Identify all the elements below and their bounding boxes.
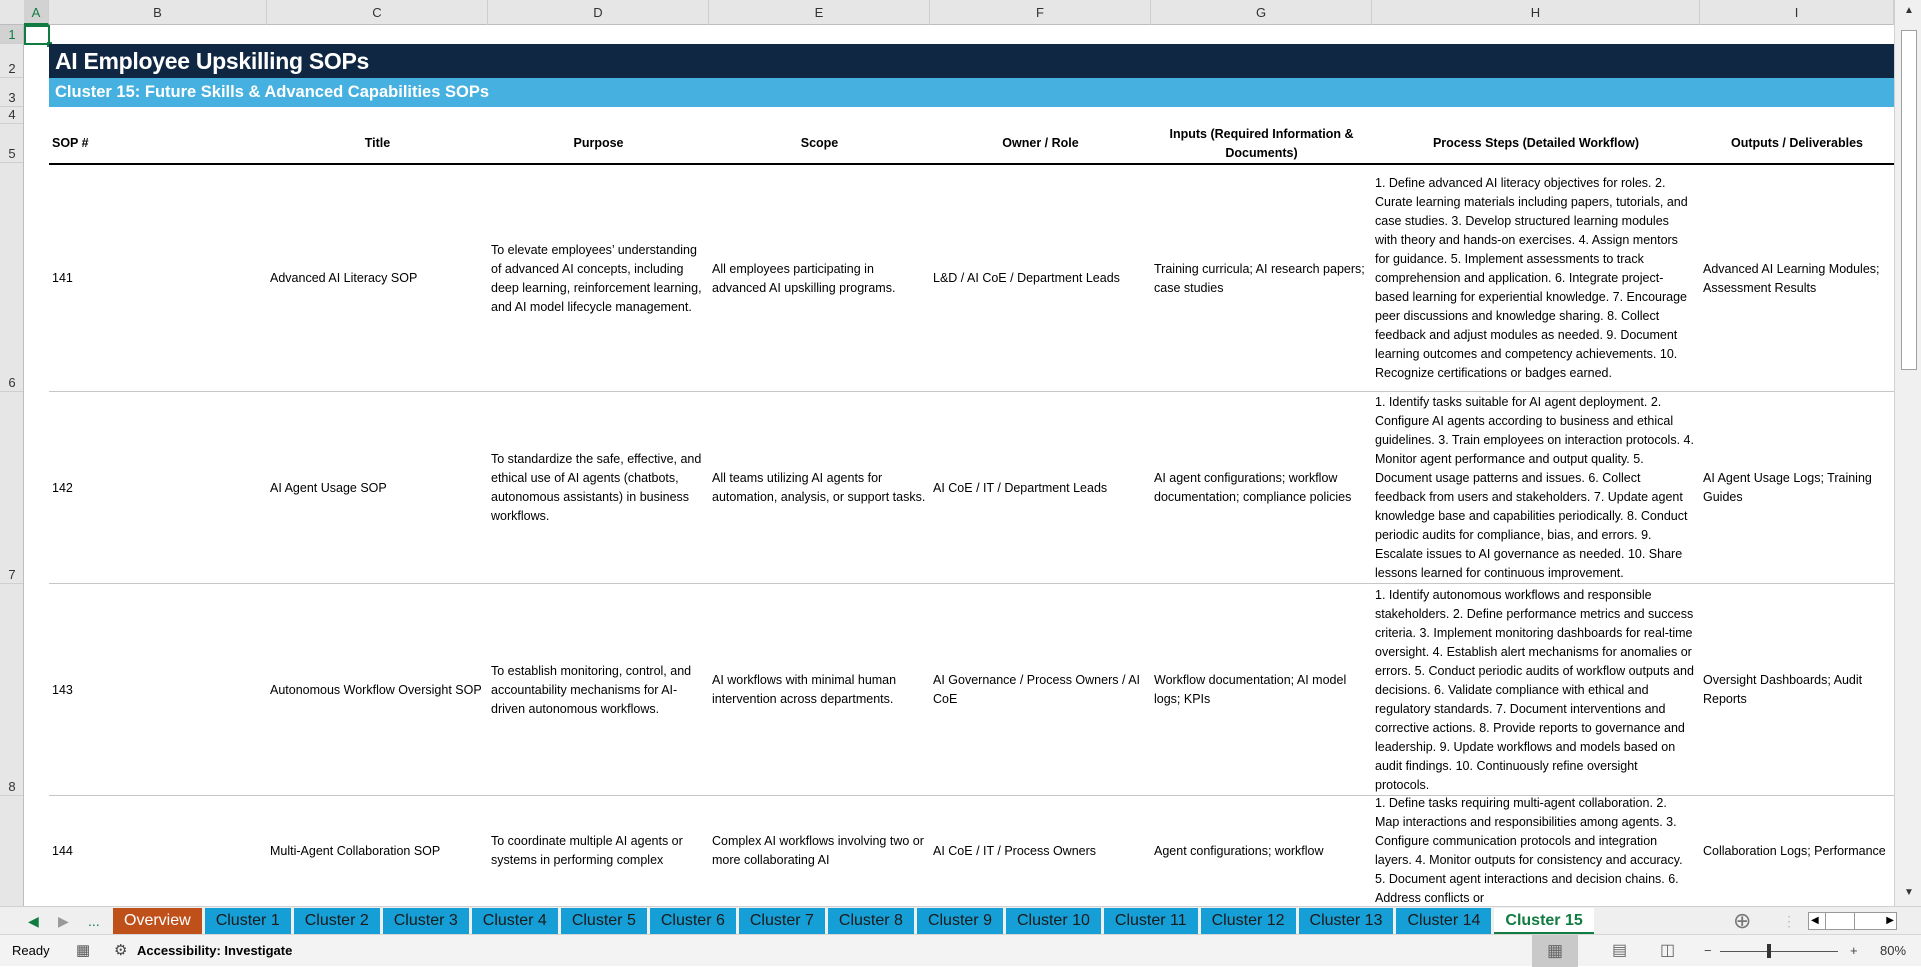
- header-outputs: Outputs / Deliverables: [1731, 136, 1863, 150]
- column-header-h[interactable]: H: [1372, 0, 1700, 25]
- cell-inputs[interactable]: Training curricula; AI research papers; case studies: [1154, 261, 1365, 295]
- sheet-tab-cluster-5[interactable]: Cluster 5: [561, 908, 647, 934]
- cell-inputs[interactable]: Agent configurations; workflow: [1154, 843, 1324, 858]
- add-sheet-icon[interactable]: ⊕: [1733, 908, 1752, 933]
- sheet-tab-bar: [0, 906, 1921, 934]
- cell-scope[interactable]: All teams utilizing AI agents for automation, analysis, or support tasks.: [712, 471, 926, 504]
- cell-inputs[interactable]: Workflow documentation; AI model logs; KPIs: [1154, 673, 1347, 706]
- sheet-tab-cluster-13[interactable]: Cluster 13: [1299, 908, 1394, 934]
- active-cell-a1[interactable]: [24, 25, 50, 45]
- column-header-f[interactable]: F: [930, 0, 1151, 25]
- page-layout-view-icon[interactable]: ▤: [1612, 942, 1628, 959]
- cell-purpose[interactable]: To elevate employees’ understanding of advanced AI concepts, including deep learning, reinforcement learning, and AI model lifecycle management.: [491, 242, 702, 314]
- row-header-2[interactable]: 2: [0, 44, 24, 78]
- sheet-tab-cluster-6[interactable]: Cluster 6: [650, 908, 736, 934]
- column-header-e[interactable]: E: [709, 0, 930, 25]
- header-owner: Owner / Role: [1002, 136, 1079, 150]
- cell-steps[interactable]: 1. Identify tasks suitable for AI agent deployment. 2. Configure AI agents according to business and ethical guidelines. 3. Train employees on interaction protocols. 4. Monitor agent performance and output quality. 5. Document usage patterns and issues. 6. Collect feedback from users and stakeholders. 7. Update agent knowledge base and capabilities periodically. 8. Conduct periodic audits for compliance, bias, and errors. 9. Escalate issues to AI governance as needed. 10. Share lessons learned for continuous improvement.: [1375, 395, 1694, 580]
- cell-scope[interactable]: Complex AI workflows involving two or more collaborating AI: [712, 834, 924, 867]
- sheet-tab-cluster-2[interactable]: Cluster 2: [294, 908, 380, 934]
- accessibility-icon[interactable]: ⚙: [114, 942, 128, 959]
- cell-title[interactable]: AI Agent Usage SOP: [270, 480, 387, 495]
- worksheet-grid[interactable]: [24, 25, 1894, 906]
- sheet-tab-cluster-10[interactable]: Cluster 10: [1006, 908, 1101, 934]
- cell-scope[interactable]: AI workflows with minimal human intervention across departments.: [712, 673, 897, 706]
- cell-steps[interactable]: 1. Define tasks requiring multi-agent collaboration. 2. Map interactions and responsibilities among agents. 3. Configure communication protocols and integration layers. 4. Monitor outputs for consistency and accuracy. 5. Document agent interactions and decision chains. 6. Address conflicts or: [1375, 796, 1683, 905]
- sheet-tab-cluster-11[interactable]: Cluster 11: [1104, 908, 1198, 934]
- header-title: Title: [364, 136, 391, 150]
- cell-owner[interactable]: AI Governance / Process Owners / AI CoE: [933, 673, 1141, 706]
- accessibility-status[interactable]: Accessibility: Investigate: [137, 943, 293, 958]
- cell-scope[interactable]: All employees participating in advanced AI upskilling programs.: [712, 261, 896, 295]
- header-steps: Process Steps (Detailed Workflow): [1432, 136, 1640, 150]
- cell-title[interactable]: Multi-Agent Collaboration SOP: [270, 843, 441, 858]
- cell-steps[interactable]: 1. Define advanced AI literacy objectives for roles. 2. Curate learning materials including papers, tutorials, and case studies. 3. Develop structured learning modules with theory and hands-on exercises. 4. Assign mentors for guidance. 5. Implement assessments to track comprehension and application. 6. Integrate project-based learning for experiential knowledge. 7. Encourage peer discussions and knowledge sharing. 8. Collect feedback and adjust modules as needed. 9. Document learning outcomes and competency achievements. 10. Recognize certifications or badges earned.: [1375, 176, 1688, 380]
- cell-sop[interactable]: 141: [52, 271, 73, 285]
- sheet-tab-cluster-14[interactable]: Cluster 14: [1396, 908, 1491, 934]
- cell-owner[interactable]: AI CoE / IT / Department Leads: [933, 480, 1108, 495]
- sheet-tab-cluster-4[interactable]: Cluster 4: [472, 908, 558, 934]
- column-headers: [0, 0, 1894, 25]
- column-header-g[interactable]: G: [1151, 0, 1372, 25]
- status-bar: [0, 934, 1921, 966]
- cell-title[interactable]: Advanced AI Literacy SOP: [270, 271, 418, 285]
- scroll-left-icon[interactable]: ◀: [1811, 915, 1819, 926]
- macro-record-icon[interactable]: ▦: [76, 942, 91, 959]
- header-sop: SOP #: [52, 136, 89, 150]
- sheet-tab-overview[interactable]: Overview: [113, 908, 202, 934]
- cell-outputs[interactable]: Oversight Dashboards; Audit Reports: [1703, 673, 1863, 706]
- splitter-handle[interactable]: ⋮: [1782, 913, 1796, 929]
- header-purpose: Purpose: [573, 136, 624, 150]
- cell-owner[interactable]: AI CoE / IT / Process Owners: [933, 843, 1097, 858]
- row-headers: [0, 25, 24, 906]
- sheet-tab-cluster-1[interactable]: Cluster 1: [205, 908, 291, 934]
- sheet-tab-cluster-15[interactable]: Cluster 15: [1494, 908, 1593, 934]
- cell-outputs[interactable]: Collaboration Logs; Performance: [1703, 843, 1886, 858]
- zoom-slider[interactable]: [1720, 951, 1838, 952]
- cell-outputs[interactable]: Advanced AI Learning Modules; Assessment Results: [1703, 261, 1880, 295]
- cell-purpose[interactable]: To coordinate multiple AI agents or systems in performing complex: [491, 834, 683, 867]
- cell-title[interactable]: Autonomous Workflow Oversight SOP: [270, 682, 482, 697]
- cell-sop[interactable]: 142: [52, 480, 73, 495]
- sheet-title: AI Employee Upskilling SOPs: [49, 44, 1894, 78]
- sheet-tab-cluster-7[interactable]: Cluster 7: [739, 908, 825, 934]
- zoom-out-button[interactable]: −: [1704, 943, 1712, 958]
- scroll-up-icon[interactable]: ▲: [1904, 5, 1914, 16]
- sheet-tab-cluster-12[interactable]: Cluster 12: [1201, 908, 1296, 934]
- row-header-4[interactable]: 4: [0, 107, 24, 124]
- cell-outputs[interactable]: AI Agent Usage Logs; Training Guides: [1703, 471, 1872, 504]
- scroll-down-icon[interactable]: ▼: [1904, 887, 1914, 898]
- scrollbar-thumb[interactable]: [1901, 30, 1917, 370]
- row-header-3[interactable]: 3: [0, 78, 24, 107]
- cell-purpose[interactable]: To standardize the safe, effective, and ethical use of AI agents (chatbots, autonomous assistants) in business workflows.: [491, 452, 702, 523]
- zoom-in-button[interactable]: +: [1850, 943, 1858, 958]
- hscroll-thumb[interactable]: [1825, 912, 1855, 930]
- row-header-5[interactable]: 5: [0, 124, 24, 163]
- cell-owner[interactable]: L&D / AI CoE / Department Leads: [933, 271, 1120, 285]
- column-header-c[interactable]: C: [267, 0, 488, 25]
- column-header-d[interactable]: D: [488, 0, 709, 25]
- sheet-tab-cluster-3[interactable]: Cluster 3: [383, 908, 469, 934]
- header-scope: Scope: [800, 136, 839, 150]
- page-break-view-icon[interactable]: ◫: [1660, 942, 1676, 959]
- tab-overflow-button[interactable]: ...: [88, 913, 100, 929]
- zoom-slider-thumb[interactable]: [1767, 944, 1771, 958]
- column-header-a[interactable]: A: [24, 0, 49, 25]
- row-header-8[interactable]: 8: [0, 584, 24, 796]
- vertical-scrollbar[interactable]: [1894, 0, 1921, 906]
- horizontal-scrollbar[interactable]: [1808, 912, 1897, 930]
- sheet-tab-cluster-8[interactable]: Cluster 8: [828, 908, 914, 934]
- zoom-level[interactable]: 80%: [1880, 943, 1907, 958]
- cell-steps[interactable]: 1. Identify autonomous workflows and responsible stakeholders. 2. Define performance metrics and success criteria. 3. Implement monitoring dashboards for real-time oversight. 4. Establish alert mechanisms for anomalies or errors. 5. Conduct periodic audits of workflow outputs and decisions. 6. Validate compliance with ethical and regulatory standards. 7. Document interventions and corrective actions. 8. Provide reports to governance and leadership. 9. Update workflows and models based on audit findings. 10. Continuously refine oversight protocols.: [1375, 587, 1694, 792]
- cell-sop[interactable]: 144: [52, 843, 73, 858]
- column-header-b[interactable]: B: [49, 0, 267, 25]
- scroll-right-icon[interactable]: ▶: [1886, 915, 1894, 926]
- sheet-tab-cluster-9[interactable]: Cluster 9: [917, 908, 1003, 934]
- row-header-1[interactable]: 1: [0, 25, 24, 44]
- status-ready: Ready: [12, 943, 50, 958]
- cell-purpose[interactable]: To establish monitoring, control, and accountability mechanisms for AI-driven autonomous workflows.: [491, 663, 692, 716]
- tab-next-icon[interactable]: ▶: [58, 913, 69, 929]
- normal-view-icon[interactable]: ▦: [1532, 935, 1578, 967]
- row-header-6[interactable]: 6: [0, 163, 24, 392]
- row-header-7[interactable]: 7: [0, 392, 24, 584]
- cell-sop[interactable]: 143: [52, 682, 73, 697]
- tab-prev-icon[interactable]: ◀: [28, 913, 39, 929]
- cell-inputs[interactable]: AI agent configurations; workflow documentation; compliance policies: [1154, 471, 1352, 504]
- header-inputs: Inputs (Required Information & Documents): [1169, 126, 1354, 160]
- sheet-subtitle: Cluster 15: Future Skills & Advanced Capabilities SOPs: [49, 78, 1894, 107]
- column-header-i[interactable]: I: [1700, 0, 1894, 25]
